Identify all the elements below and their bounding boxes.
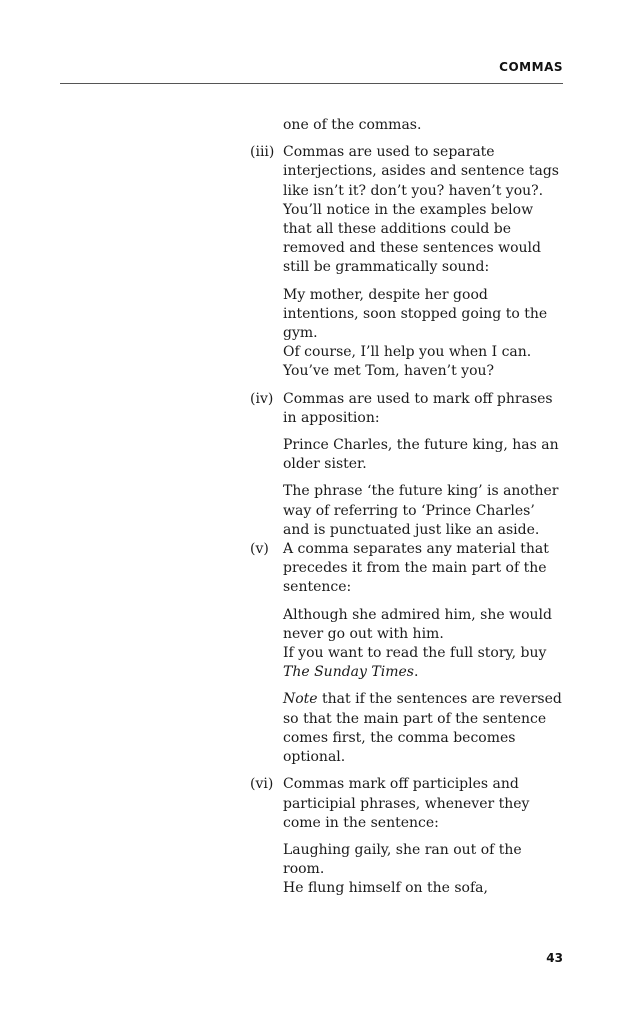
item-text-line: Commas are used to separate xyxy=(283,144,495,161)
example-line: You’ve met Tom, haven’t you? xyxy=(283,363,495,380)
list-item-iii xyxy=(250,143,566,277)
note-line: optional. xyxy=(283,749,346,766)
item-text-line: interjections, asides and sentence tags xyxy=(283,163,559,180)
header-rule xyxy=(60,83,563,84)
example-line: older sister. xyxy=(283,456,367,473)
item-number: (vi) xyxy=(250,776,274,793)
note-label: Note xyxy=(283,691,318,708)
example-line xyxy=(250,663,566,682)
comment-line: way of referring to ‘Prince Charles’ xyxy=(283,502,535,519)
body-text xyxy=(250,116,566,899)
item-text-line: removed and these sentences would xyxy=(283,240,541,257)
example-line: intentions, soon stopped going to the xyxy=(283,305,548,322)
example-line: If you want to read the full story, buy xyxy=(283,645,547,662)
item-text-line: Commas mark off participles and xyxy=(283,776,519,793)
list-item-v xyxy=(250,540,566,598)
item-text-line: come in the sentence: xyxy=(283,814,439,831)
example-line: Although she admired him, she would xyxy=(283,606,552,623)
note-line xyxy=(250,690,566,709)
example-line: gym. xyxy=(283,325,318,342)
comment-block xyxy=(250,482,566,540)
item-text-line: sentence: xyxy=(283,579,352,596)
item-text-line: precedes it from the main part of the xyxy=(283,560,547,577)
item-text-line: like isn’t it? don’t you? haven’t you?. xyxy=(283,182,544,199)
comment-line: and is punctuated just like an aside. xyxy=(283,521,540,538)
example-line: Laughing gaily, she ran out of the xyxy=(283,841,522,858)
note-block xyxy=(250,690,566,767)
page-number: 43 xyxy=(546,951,563,965)
example-line: My mother, despite her good xyxy=(283,286,488,303)
item-text-line: that all these additions could be xyxy=(283,221,512,238)
example-line: He flung himself on the sofa, xyxy=(283,880,488,897)
item-text-line: still be grammatically sound: xyxy=(283,259,490,276)
list-item-iv xyxy=(250,390,566,428)
example-block xyxy=(250,606,566,683)
example-block xyxy=(250,286,566,382)
comment-line: The phrase ‘the future king’ is another xyxy=(283,483,559,500)
title-period: . xyxy=(413,664,419,681)
note-line: so that the main part of the sentence xyxy=(283,710,547,727)
item-text-line: A comma separates any material that xyxy=(283,541,549,558)
item-text-line: participial phrases, whenever they xyxy=(283,795,530,812)
example-line: Of course, I’ll help you when I can. xyxy=(283,344,532,361)
item-number: (v) xyxy=(250,541,269,558)
running-head-title: COMMAS xyxy=(499,60,563,74)
example-block xyxy=(250,436,566,474)
example-block xyxy=(250,841,566,899)
item-text-line: Commas are used to mark off phrases xyxy=(283,390,553,407)
item-text-line: You’ll notice in the examples below xyxy=(283,201,534,218)
example-line: Prince Charles, the future king, has an xyxy=(283,437,559,454)
note-text: that if the sentences are reversed xyxy=(317,691,562,708)
item-text-line: in apposition: xyxy=(283,409,380,426)
example-line: never go out with him. xyxy=(283,625,444,642)
note-line: comes first, the comma becomes xyxy=(283,729,516,746)
list-item-vi xyxy=(250,775,566,833)
item-number: (iv) xyxy=(250,390,274,407)
example-line: room. xyxy=(283,861,325,878)
item-number: (iii) xyxy=(250,144,275,161)
newspaper-title: The Sunday Times xyxy=(283,664,414,681)
intro-line: one of the commas. xyxy=(283,117,422,133)
